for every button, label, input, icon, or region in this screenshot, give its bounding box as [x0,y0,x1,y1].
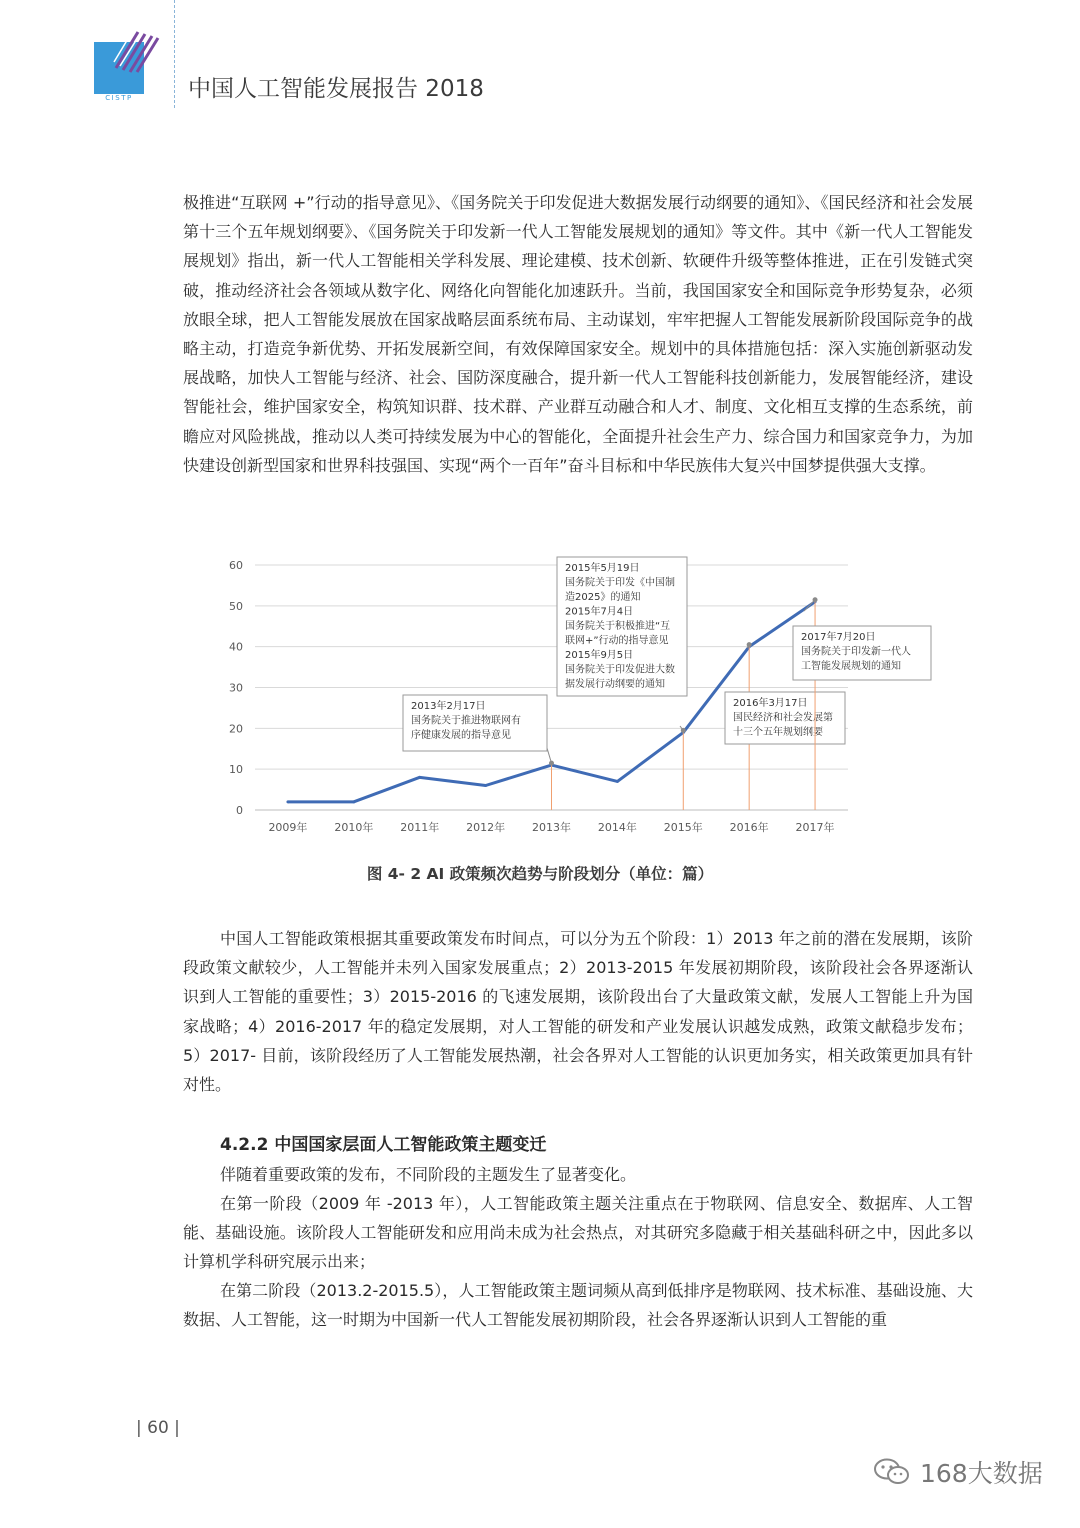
annotation-text: 国务院关于印发《中国制 [565,577,675,589]
annotation-text: 序健康发展的指导意见 [411,730,511,741]
annotation-text: 国务院关于积极推进“互 [565,621,671,632]
x-tick-label: 2009年 [268,821,308,834]
x-tick-label: 2013年 [532,821,571,834]
body-paragraph-3: 伴随着重要政策的发布，不同阶段的主题发生了显著变化。 [220,1165,637,1184]
y-tick-label: 50 [229,599,243,613]
page-header-title: 中国人工智能发展报告 2018 [188,76,484,102]
x-tick-label: 2011年 [400,821,440,834]
annotation-arrowhead [681,728,686,733]
annotation-text: 据发展行动纲要的通知 [565,679,665,690]
section-heading: 4.2.2 中国国家层面人工智能政策主题变迁 [220,1135,547,1155]
x-tick-label: 2015年 [663,821,703,834]
y-tick-label: 60 [229,559,243,572]
annotation-text: 2015年5月19日 [565,563,640,574]
annotation-text: 国务院关于印发新一代人 [801,646,911,658]
annotation-arrowhead [549,761,554,766]
logo-text: CISTP [105,94,133,102]
data-point [352,800,355,803]
annotation-text: 2015年9月5日 [565,650,634,661]
y-tick-label: 40 [229,640,243,654]
annotation-text: 联网+”行动的指导意见 [565,635,669,647]
header-divider [174,0,175,108]
y-tick-label: 20 [229,722,243,736]
annotation-arrowhead [747,642,752,647]
x-tick-label: 2010年 [334,821,374,834]
cistp-logo [94,28,160,102]
chart-svg [220,548,911,848]
wechat-icon [872,1456,912,1488]
data-point [484,784,487,787]
annotation-text: 2017年7月20日 [801,632,876,643]
data-point [418,776,421,779]
body-paragraph-2: 中国人工智能政策根据其重要政策发布时间点，可以分为五个阶段：1）2013 年之前的潜在发展期，该阶段政策文献较少，人工智能并未列入国家发展重点；2）2013-2015 年发展初期阶段，该阶段社会各界逐渐认识到人工智能的重要性；3）2015-2016 的飞速发展期，该阶段出台了大量政策文献，发展人工智能上升为国家战略；4）2016-2017 年的稳定发展期，对人工智能的研发和产业发展认识越发成熟，政策文献稳步发布；5）2017- 目前，该阶段经历了人工智能发展热潮，社会各界对人工智能的认识更加务实，相关政策更加具有针对性。 [183,929,973,1095]
x-tick-label: 2016年 [729,821,769,834]
y-tick-label: 10 [229,763,243,777]
x-tick-label: 2017年 [795,821,835,834]
watermark-text: 168大数据 [920,1459,1043,1488]
annotation-arrowhead [813,597,818,602]
page-number: | 60 | [136,1418,180,1438]
data-point [286,800,289,803]
annotation-text: 国务院关于推进物联网有 [411,715,521,727]
figure-caption: 图 4- 2 AI 政策频次趋势与阶段划分（单位：篇） [366,865,714,883]
annotation-text: 2013年2月17日 [411,701,486,712]
body-paragraph-1: 极推进“互联网 +”行动的指导意见》、《国务院关于印发促进大数据发展行动纲要的通知》、《国民经济和社会发展第十三个五年规划纲要》、《国务院关于印发新一代人工智能发展规划的通知》等文件。其中《新一代人工智能发展规划》指出，新一代人工智能相关学科发展、理论建模、技术创新、软硬件升级等整体推进，正在引发链式突破，推动经济社会各领域从数字化、网络化向智能化加速跃升。当前，我国国家安全和国际竞争形势复杂，必须放眼全球，把人工智能发展放在国家战略层面系统布局、主动谋划，牢牢把握人工智能发展新阶段国际竞争的战略主动，打造竞争新优势、开拓发展新空间，有效保障国家安全。规划中的具体措施包括：深入实施创新驱动发展战略，加快人工智能与经济、社会、国防深度融合，提升新一代人工智能科技创新能力，发展智能经济，建设智能社会，维护国家安全，构筑知识群、技术群、产业群互动融合和人才、制度、文化相互支撑的生态系统，前瞻应对风险挑战，推动以人类可持续发展为中心的智能化，全面提升社会生产力、综合国力和国家竞争力，为加快建设创新型国家和世界科技强国、实现“两个一百年”奋斗目标和中华民族伟大复兴中国梦提供强大支撑。 [183,193,973,475]
annotation-text: 十三个五年规划纲要 [733,727,823,738]
annotation-text: 2016年3月17日 [733,698,808,709]
x-tick-label: 2014年 [597,821,637,834]
body-paragraph-4: 在第一阶段（2009 年 -2013 年），人工智能政策主题关注重点在于物联网、信息安全、数据库、人工智能、基础设施。该阶段人工智能研发和应用尚未成为社会热点，对其研究多隐藏于相关基础科研之中，因此多以计算机学科研究展示出来； [183,1194,973,1272]
annotation-text: 2015年7月4日 [565,606,634,618]
annotation-text: 造2025》的通知 [565,592,641,603]
body-paragraph-5: 在第二阶段（2013.2-2015.5），人工智能政策主题词频从高到低排序是物联网、技术标准、基础设施、大数据、人工智能，这一时期为中国新一代人工智能发展初期阶段，社会各界逐渐认识到人工智能的重 [183,1281,973,1330]
annotation-text: 国务院关于印发促进大数 [565,664,675,676]
policy-trend-chart [220,548,911,848]
watermark [872,1454,1043,1490]
logo-stripes-icon [112,28,160,74]
annotation-text: 工智能发展规划的通知 [801,661,901,672]
data-point [616,780,619,783]
y-tick-label: 0 [236,804,243,817]
annotation-text: 国民经济和社会发展第 [733,712,833,724]
x-tick-label: 2012年 [466,821,506,834]
y-tick-label: 30 [229,681,243,695]
